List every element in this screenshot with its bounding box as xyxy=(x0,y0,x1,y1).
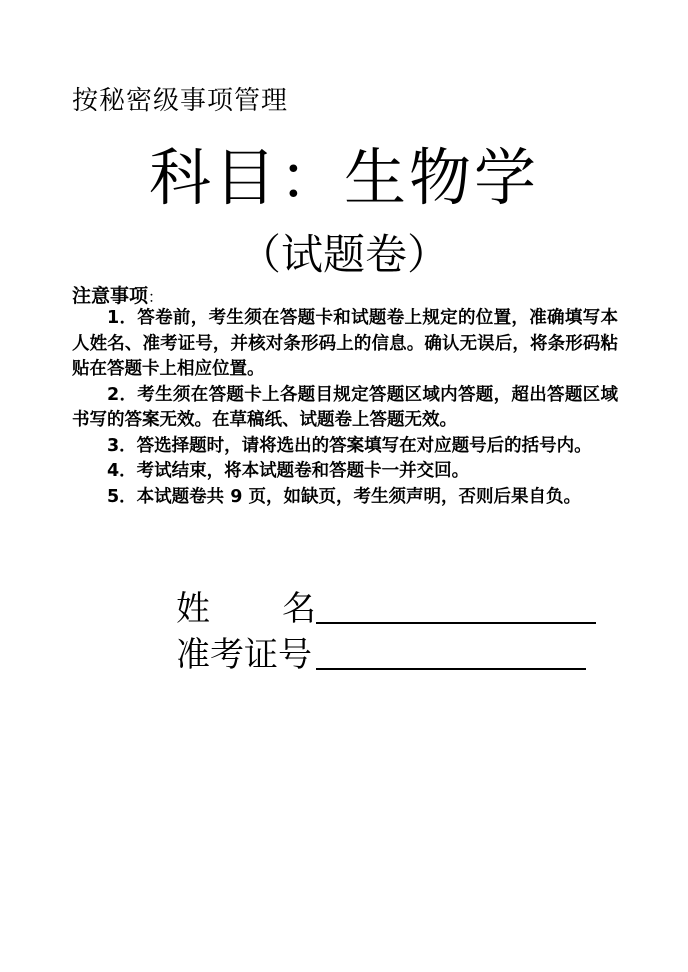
notice-list xyxy=(72,306,618,510)
volume-subtitle: （试题卷） xyxy=(238,230,449,279)
name-blank-line[interactable] xyxy=(316,592,596,624)
candidate-info-fields xyxy=(176,584,596,676)
notice-heading xyxy=(72,281,163,308)
notice-item-1: 1．答卷前，考生须在答题卡和试题卷上规定的位置，准确填写本人姓名、准考证号，并核对条形码上的信息。确认无误后，将条形码粘贴在答题卡上相应位置。 xyxy=(72,308,618,379)
exam-id-field-row xyxy=(176,630,596,676)
notice-item-3: 3．答选择题时，请将选出的答案填写在对应题号后的括号内。 xyxy=(107,435,592,456)
subject-title: 科目：生物学 xyxy=(148,141,539,214)
notice-heading-text: 注意事项 xyxy=(72,285,149,307)
name-field-label xyxy=(176,581,316,630)
name-label-char-2: 名 xyxy=(282,589,316,629)
name-field-row xyxy=(176,584,596,630)
notice-item-2: 2．考生须在答题卡上各题目规定答题区域内答题，超出答题区域书写的答案无效。在草稿纸、试题卷上答题无效。 xyxy=(72,384,618,430)
name-label-char-1: 姓 xyxy=(176,589,210,629)
notice-item-4: 4．考试结束，将本试题卷和答题卡一并交回。 xyxy=(107,461,470,481)
exam-id-field-label: 准考证号 xyxy=(176,635,312,675)
notice-heading-colon: ： xyxy=(148,288,164,306)
classification-label: 按秘密级事项管理 xyxy=(72,86,289,116)
notice-item-5: 5．本试题卷共 9 页，如缺页，考生须声明，否则后果自负。 xyxy=(107,486,582,507)
exam-id-blank-line[interactable] xyxy=(316,638,586,670)
